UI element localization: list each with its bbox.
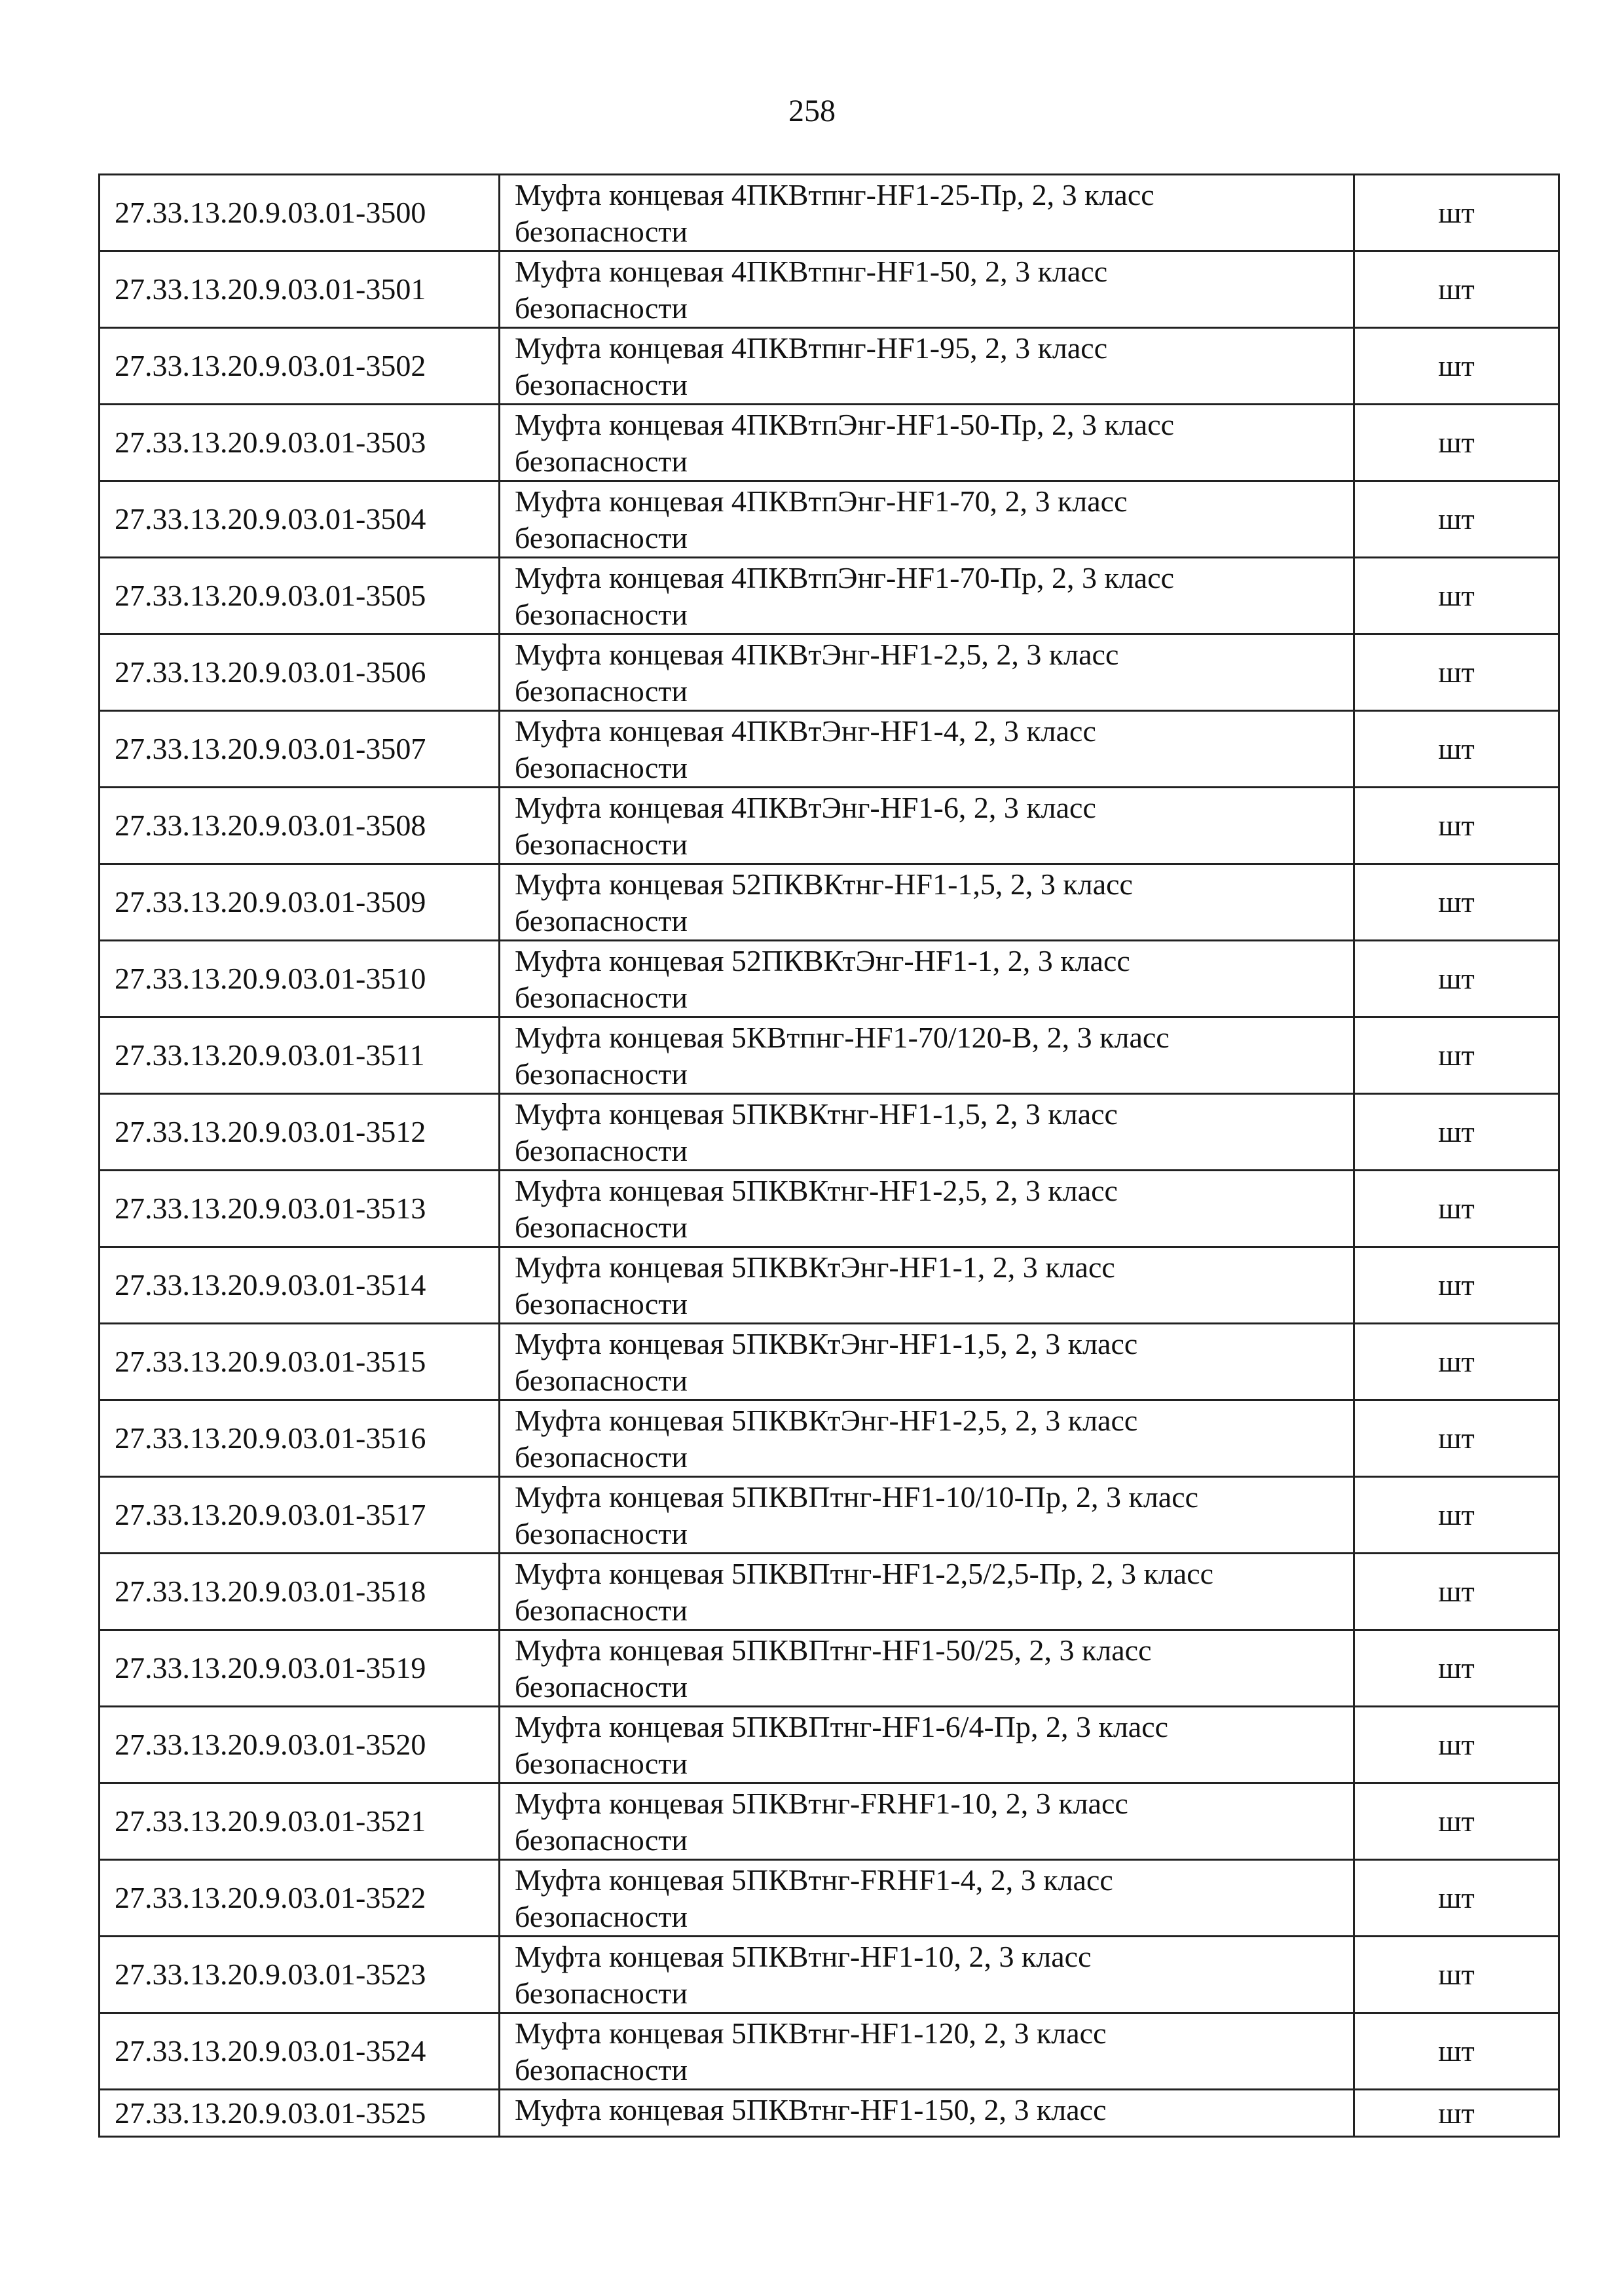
item-name-line: Муфта концевая 4ПКВтпЭнг-HF1-70-Пр, 2, 3 класс [515, 561, 1175, 594]
item-name-line: безопасности [515, 674, 688, 708]
item-code-cell: 27.33.13.20.9.03.01-3508 [100, 788, 500, 864]
item-name-cell [500, 864, 1354, 941]
item-code-cell: 27.33.13.20.9.03.01-3518 [100, 1554, 500, 1630]
item-name-cell [500, 1324, 1354, 1400]
item-code-cell: 27.33.13.20.9.03.01-3501 [100, 251, 500, 328]
item-name-line: Муфта концевая 5ПКВПтнг-HF1-2,5/2,5-Пр, 2, 3 класс [515, 1557, 1214, 1590]
item-code-cell: 27.33.13.20.9.03.01-3503 [100, 405, 500, 481]
item-unit-cell: шт [1354, 1094, 1559, 1171]
items-table [98, 173, 1560, 2138]
item-code-cell: 27.33.13.20.9.03.01-3502 [100, 328, 500, 405]
item-name-line: Муфта концевая 5ПКВКтЭнг-HF1-1,5, 2, 3 класс [515, 1327, 1138, 1360]
item-unit-cell: шт [1354, 1400, 1559, 1477]
item-name-line: Муфта концевая 5ПКВтнг-HF1-150, 2, 3 класс [515, 2093, 1107, 2126]
item-name-cell [500, 328, 1354, 405]
table-row [100, 1171, 1559, 1247]
item-unit-cell: шт [1354, 1477, 1559, 1554]
table-row [100, 1400, 1559, 1477]
table-row [100, 788, 1559, 864]
table-row [100, 251, 1559, 328]
item-name-line: безопасности [515, 521, 688, 555]
item-name-line: безопасности [515, 1900, 688, 1933]
item-unit-cell: шт [1354, 864, 1559, 941]
item-unit-cell: шт [1354, 1017, 1559, 1094]
table-row [100, 1783, 1559, 1860]
item-name-line: безопасности [515, 2053, 688, 2086]
item-unit-cell: шт [1354, 1247, 1559, 1324]
item-name-cell [500, 1554, 1354, 1630]
item-name-line: Муфта концевая 5ПКВПтнг-HF1-10/10-Пр, 2, 3 класс [515, 1480, 1199, 1514]
table-row [100, 481, 1559, 558]
item-name-line: безопасности [515, 1134, 688, 1167]
item-name-cell [500, 1017, 1354, 1094]
item-name-line: безопасности [515, 1747, 688, 1780]
item-name-cell [500, 711, 1354, 788]
item-code-cell: 27.33.13.20.9.03.01-3520 [100, 1707, 500, 1783]
item-code-cell: 27.33.13.20.9.03.01-3524 [100, 2013, 500, 2090]
item-name-line: Муфта концевая 5ПКВКтнг-HF1-1,5, 2, 3 класс [515, 1097, 1118, 1131]
item-name-cell [500, 1171, 1354, 1247]
item-name-line: Муфта концевая 52ПКВКтЭнг-HF1-1, 2, 3 класс [515, 944, 1130, 977]
item-name-cell [500, 788, 1354, 864]
item-code-cell: 27.33.13.20.9.03.01-3500 [100, 175, 500, 251]
item-unit-cell: шт [1354, 175, 1559, 251]
item-name-cell [500, 251, 1354, 328]
table-row [100, 941, 1559, 1017]
item-name-line: Муфта концевая 4ПКВтпЭнг-HF1-50-Пр, 2, 3 класс [515, 408, 1175, 441]
item-unit-cell: шт [1354, 405, 1559, 481]
item-code-cell: 27.33.13.20.9.03.01-3515 [100, 1324, 500, 1400]
item-name-cell [500, 1707, 1354, 1783]
item-unit-cell: шт [1354, 251, 1559, 328]
table-row [100, 711, 1559, 788]
item-name-line: безопасности [515, 1823, 688, 1857]
item-unit-cell: шт [1354, 1324, 1559, 1400]
item-unit-cell: шт [1354, 558, 1559, 634]
item-name-line: безопасности [515, 215, 688, 248]
item-unit-cell: шт [1354, 1707, 1559, 1783]
item-code-cell: 27.33.13.20.9.03.01-3509 [100, 864, 500, 941]
item-name-line: Муфта концевая 4ПКВтЭнг-HF1-6, 2, 3 класс [515, 791, 1096, 824]
item-code-cell: 27.33.13.20.9.03.01-3512 [100, 1094, 500, 1171]
item-name-line: безопасности [515, 368, 688, 401]
item-unit-cell: шт [1354, 711, 1559, 788]
item-code-cell: 27.33.13.20.9.03.01-3511 [100, 1017, 500, 1094]
item-name-line: безопасности [515, 1057, 688, 1091]
item-name-cell [500, 175, 1354, 251]
item-name-line: Муфта концевая 4ПКВтпЭнг-HF1-70, 2, 3 класс [515, 484, 1128, 518]
table-row [100, 1477, 1559, 1554]
item-name-line: безопасности [515, 291, 688, 325]
item-name-cell [500, 481, 1354, 558]
item-name-line: Муфта концевая 5ПКВПтнг-HF1-50/25, 2, 3 класс [515, 1633, 1152, 1667]
item-name-line: безопасности [515, 445, 688, 478]
item-name-line: Муфта концевая 5КВтпнг-HF1-70/120-В, 2, 3 класс [515, 1021, 1170, 1054]
item-name-line: Муфта концевая 5ПКВКтЭнг-HF1-2,5, 2, 3 класс [515, 1404, 1138, 1437]
item-code-cell: 27.33.13.20.9.03.01-3510 [100, 941, 500, 1017]
item-code-cell: 27.33.13.20.9.03.01-3523 [100, 1937, 500, 2013]
item-code-cell: 27.33.13.20.9.03.01-3506 [100, 634, 500, 711]
item-name-line: Муфта концевая 5ПКВтнг-HF1-10, 2, 3 класс [515, 1940, 1092, 1973]
item-code-cell: 27.33.13.20.9.03.01-3521 [100, 1783, 500, 1860]
item-name-line: безопасности [515, 1440, 688, 1474]
item-unit-cell: шт [1354, 481, 1559, 558]
item-code-cell: 27.33.13.20.9.03.01-3516 [100, 1400, 500, 1477]
item-code-cell: 27.33.13.20.9.03.01-3517 [100, 1477, 500, 1554]
item-unit-cell: шт [1354, 1783, 1559, 1860]
item-code-cell: 27.33.13.20.9.03.01-3505 [100, 558, 500, 634]
item-name-cell [500, 1860, 1354, 1937]
item-unit-cell: шт [1354, 941, 1559, 1017]
item-code-cell: 27.33.13.20.9.03.01-3504 [100, 481, 500, 558]
item-name-line: Муфта концевая 5ПКВтнг-HF1-120, 2, 3 класс [515, 2016, 1107, 2050]
item-name-cell [500, 634, 1354, 711]
table-row [100, 2013, 1559, 2090]
item-name-line: безопасности [515, 1287, 688, 1321]
table-row [100, 1094, 1559, 1171]
item-name-cell [500, 558, 1354, 634]
item-name-cell [500, 405, 1354, 481]
table-row [100, 1630, 1559, 1707]
item-unit-cell: шт [1354, 2090, 1559, 2137]
item-name-line: безопасности [515, 1977, 688, 2010]
item-code-cell: 27.33.13.20.9.03.01-3522 [100, 1860, 500, 1937]
item-name-cell [500, 1400, 1354, 1477]
item-unit-cell: шт [1354, 1860, 1559, 1937]
table-row [100, 405, 1559, 481]
item-unit-cell: шт [1354, 1171, 1559, 1247]
item-name-line: Муфта концевая 4ПКВтЭнг-HF1-2,5, 2, 3 класс [515, 638, 1119, 671]
item-name-cell [500, 1937, 1354, 2013]
item-name-line: безопасности [515, 828, 688, 861]
item-name-line: Муфта концевая 52ПКВКтнг-HF1-1,5, 2, 3 класс [515, 867, 1133, 901]
item-name-line: Муфта концевая 5ПКВКтнг-HF1-2,5, 2, 3 класс [515, 1174, 1118, 1207]
item-name-line: Муфта концевая 4ПКВтЭнг-HF1-4, 2, 3 класс [515, 714, 1096, 748]
table-row [100, 1247, 1559, 1324]
item-unit-cell: шт [1354, 1937, 1559, 2013]
item-name-cell [500, 2013, 1354, 2090]
item-name-line: безопасности [515, 981, 688, 1014]
item-code-cell: 27.33.13.20.9.03.01-3507 [100, 711, 500, 788]
item-name-line: Муфта концевая 5ПКВКтЭнг-HF1-1, 2, 3 класс [515, 1250, 1115, 1284]
table-row [100, 864, 1559, 941]
item-name-line: безопасности [515, 1364, 688, 1397]
item-code-cell: 27.33.13.20.9.03.01-3525 [100, 2090, 500, 2137]
item-unit-cell: шт [1354, 2013, 1559, 2090]
item-name-line: Муфта концевая 4ПКВтпнг-HF1-50, 2, 3 класс [515, 255, 1108, 288]
item-name-cell [500, 1247, 1354, 1324]
item-name-cell [500, 1094, 1354, 1171]
item-unit-cell: шт [1354, 634, 1559, 711]
item-name-line: безопасности [515, 1594, 688, 1627]
item-code-cell: 27.33.13.20.9.03.01-3519 [100, 1630, 500, 1707]
item-name-cell [500, 1477, 1354, 1554]
table-row [100, 1860, 1559, 1937]
item-name-line: Муфта концевая 5ПКВПтнг-HF1-6/4-Пр, 2, 3 класс [515, 1710, 1169, 1743]
item-unit-cell: шт [1354, 1554, 1559, 1630]
table-row [100, 1324, 1559, 1400]
item-name-line: безопасности [515, 598, 688, 631]
item-name-line: Муфта концевая 4ПКВтпнг-HF1-25-Пр, 2, 3 класс [515, 178, 1154, 211]
item-name-line: безопасности [515, 1670, 688, 1704]
item-name-line: Муфта концевая 4ПКВтпнг-HF1-95, 2, 3 класс [515, 331, 1108, 365]
items-table-body [100, 175, 1559, 2137]
item-name-line: Муфта концевая 5ПКВтнг-FRHF1-4, 2, 3 класс [515, 1863, 1113, 1897]
item-name-cell [500, 2090, 1354, 2137]
table-row [100, 1017, 1559, 1094]
item-code-cell: 27.33.13.20.9.03.01-3514 [100, 1247, 500, 1324]
item-unit-cell: шт [1354, 328, 1559, 405]
table-row [100, 175, 1559, 251]
item-name-cell [500, 1630, 1354, 1707]
table-row [100, 1707, 1559, 1783]
item-name-line: безопасности [515, 751, 688, 784]
table-row [100, 1937, 1559, 2013]
table-row [100, 328, 1559, 405]
item-name-cell [500, 941, 1354, 1017]
item-unit-cell: шт [1354, 1630, 1559, 1707]
table-row [100, 2090, 1559, 2137]
item-name-line: безопасности [515, 1517, 688, 1550]
item-code-cell: 27.33.13.20.9.03.01-3513 [100, 1171, 500, 1247]
item-name-line: безопасности [515, 1211, 688, 1244]
item-name-cell [500, 1783, 1354, 1860]
item-name-line: безопасности [515, 904, 688, 938]
item-name-line: Муфта концевая 5ПКВтнг-FRHF1-10, 2, 3 класс [515, 1787, 1128, 1820]
item-unit-cell: шт [1354, 788, 1559, 864]
page-number: 258 [788, 94, 836, 128]
table-row [100, 1554, 1559, 1630]
table-row [100, 558, 1559, 634]
table-row [100, 634, 1559, 711]
